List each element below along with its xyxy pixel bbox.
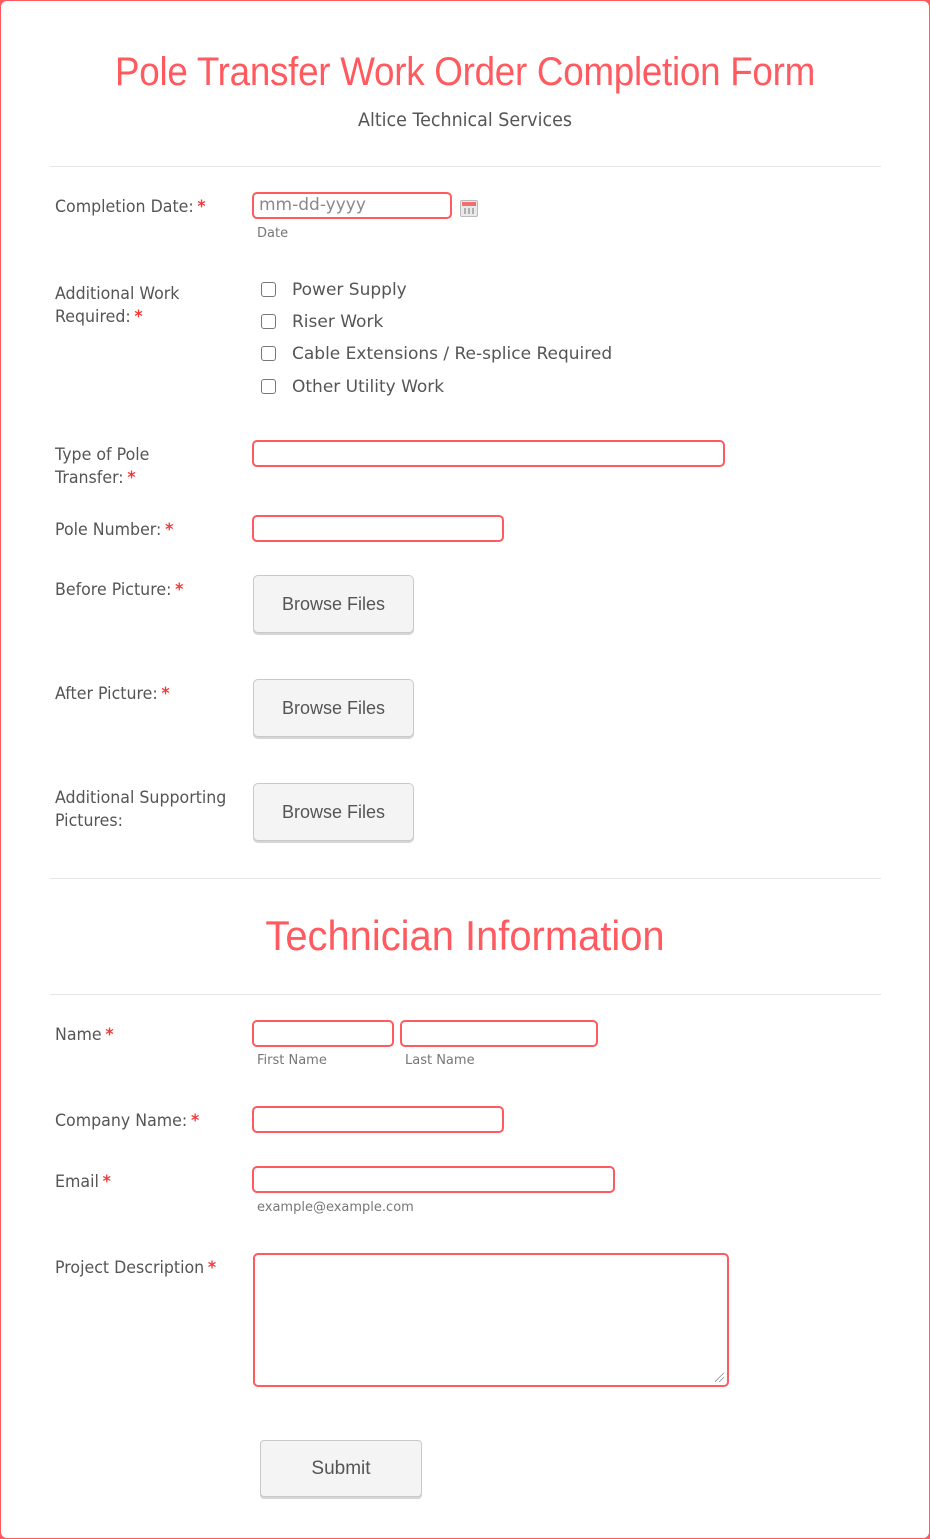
name-label xyxy=(55,1024,114,1047)
last-name-input[interactable] xyxy=(400,1020,598,1047)
checkbox-other-utility-work[interactable] xyxy=(261,379,276,394)
type-of-pole-transfer-label-line1: Type of Pole xyxy=(55,445,150,465)
first-name-sublabel: First Name xyxy=(257,1053,327,1068)
type-of-pole-transfer-label-line2: Transfer: xyxy=(55,468,124,488)
project-description-textarea[interactable] xyxy=(253,1253,729,1387)
checkbox-label-other-utility-work[interactable]: Other Utility Work xyxy=(292,377,445,397)
calendar-icon[interactable] xyxy=(460,200,478,217)
completion-date-input[interactable] xyxy=(252,192,452,219)
pole-number-label xyxy=(55,519,173,542)
additional-work-label xyxy=(55,283,179,329)
resize-handle-icon[interactable] xyxy=(715,1373,724,1382)
required-asterisk: * xyxy=(165,520,174,540)
email-label xyxy=(55,1171,111,1194)
required-asterisk: * xyxy=(102,1172,111,1192)
before-picture-label-text: Before Picture: xyxy=(55,580,172,600)
type-of-pole-transfer-label xyxy=(55,444,149,490)
project-description-label-text: Project Description xyxy=(55,1258,205,1278)
checkbox-label-power-supply[interactable]: Power Supply xyxy=(292,280,407,300)
submit-button[interactable]: Submit xyxy=(260,1440,422,1497)
checkbox-cable-extensions[interactable] xyxy=(261,346,276,361)
required-asterisk: * xyxy=(105,1025,114,1045)
email-input[interactable] xyxy=(252,1166,615,1193)
required-asterisk: * xyxy=(127,468,136,488)
company-name-input[interactable] xyxy=(252,1106,504,1133)
email-sublabel: example@example.com xyxy=(257,1200,414,1215)
required-asterisk: * xyxy=(175,580,184,600)
additional-work-label-line2: Required: xyxy=(55,307,131,327)
after-picture-label xyxy=(55,683,170,706)
email-label-text: Email xyxy=(55,1172,99,1192)
pole-number-label-text: Pole Number: xyxy=(55,520,162,540)
completion-date-placeholder: mm-dd-yyyy xyxy=(259,195,366,215)
form-subtitle: Altice Technical Services xyxy=(358,109,572,131)
checkbox-label-cable-extensions[interactable]: Cable Extensions / Re-splice Required xyxy=(292,344,613,364)
header-divider xyxy=(50,166,881,167)
after-picture-browse-button[interactable]: Browse Files xyxy=(253,679,414,737)
first-name-input[interactable] xyxy=(252,1020,394,1047)
additional-work-label-line1: Additional Work xyxy=(55,284,180,304)
form-title: Pole Transfer Work Order Completion Form xyxy=(115,50,815,94)
required-asterisk: * xyxy=(161,684,170,704)
last-name-sublabel: Last Name xyxy=(405,1053,475,1068)
before-picture-label xyxy=(55,579,183,602)
additional-pictures-label xyxy=(55,787,226,833)
pole-number-input[interactable] xyxy=(252,515,504,542)
after-picture-label-text: After Picture: xyxy=(55,684,158,704)
required-asterisk: * xyxy=(207,1258,217,1278)
name-label-text: Name xyxy=(55,1025,102,1045)
technician-section-title: Technician Information xyxy=(265,912,665,959)
required-asterisk: * xyxy=(190,1111,200,1131)
required-asterisk: * xyxy=(134,307,143,327)
before-picture-browse-button[interactable]: Browse Files xyxy=(253,575,414,633)
checkbox-riser-work[interactable] xyxy=(261,314,276,329)
company-name-label xyxy=(55,1110,199,1133)
project-description-label xyxy=(55,1257,216,1280)
required-asterisk: * xyxy=(197,197,206,217)
completion-date-sublabel: Date xyxy=(257,226,289,241)
additional-pictures-label-line2: Pictures: xyxy=(55,811,123,831)
section-divider-bottom xyxy=(50,994,881,995)
completion-date-label xyxy=(55,196,206,219)
additional-pictures-label-line1: Additional Supporting xyxy=(55,788,227,808)
additional-pictures-browse-button[interactable]: Browse Files xyxy=(253,783,414,841)
section-divider-top xyxy=(50,878,881,879)
type-of-pole-transfer-input[interactable] xyxy=(252,440,725,467)
completion-date-label-text: Completion Date: xyxy=(55,197,194,217)
checkbox-power-supply[interactable] xyxy=(261,282,276,297)
checkbox-label-riser-work[interactable]: Riser Work xyxy=(292,312,384,332)
company-name-label-text: Company Name: xyxy=(55,1111,188,1131)
